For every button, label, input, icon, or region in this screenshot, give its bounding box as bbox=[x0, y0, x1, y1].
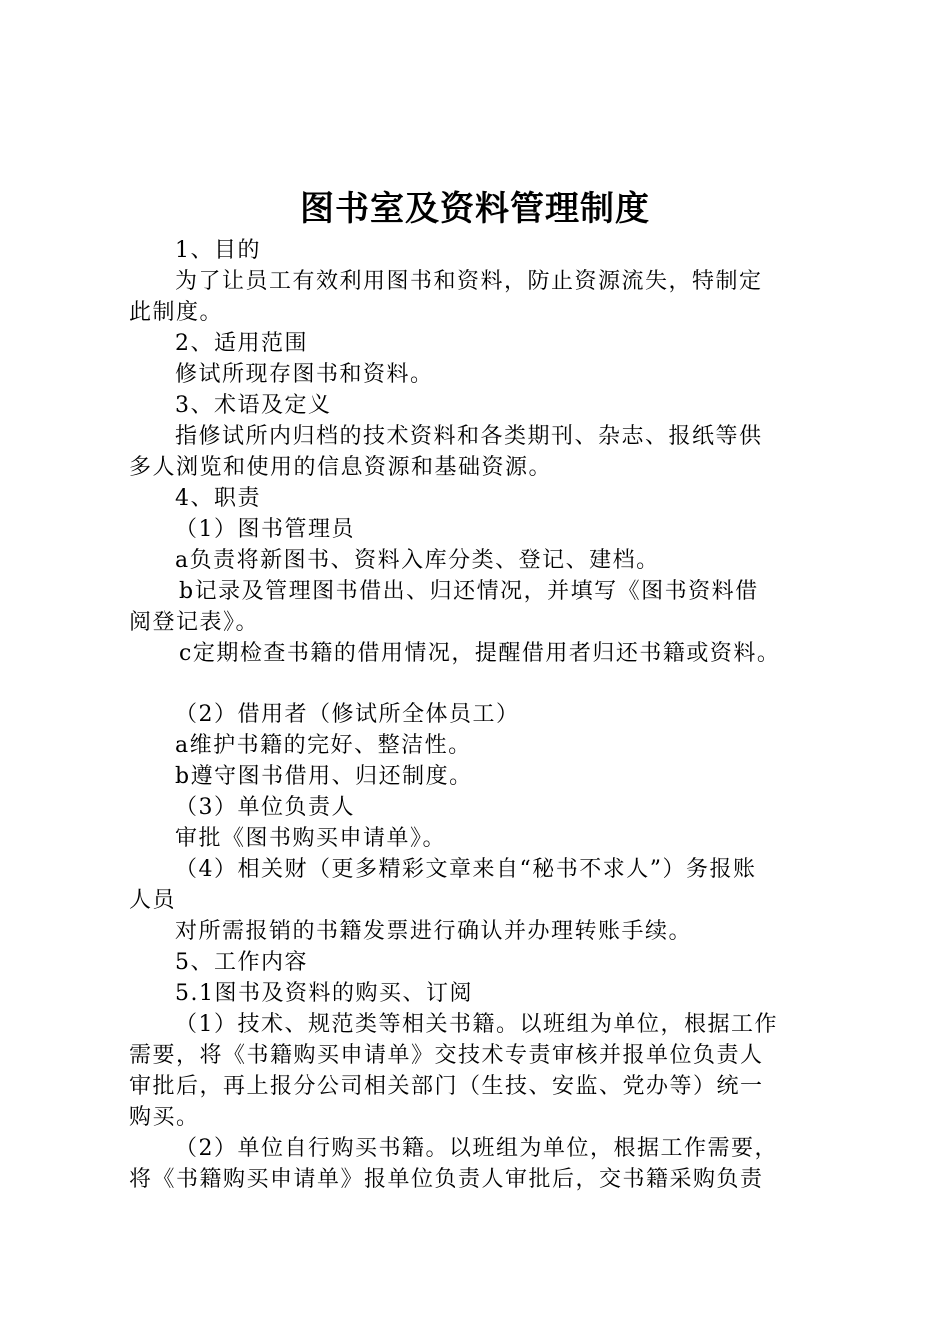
subsection-heading: 5.1图书及资料的购买、订阅 bbox=[175, 981, 473, 1006]
document-body bbox=[129, 235, 839, 1195]
paragraph-line: 将《书籍购买申请单》报单位负责人审批后，交书籍采购负责 bbox=[129, 1167, 764, 1192]
paragraph-line: 审批《图书购买申请单》。 bbox=[175, 826, 447, 851]
paragraph-line: c定期检查书籍的借用情况，提醒借用者归还书籍或资料。 bbox=[179, 641, 781, 666]
subsection-heading: （1）图书管理员 bbox=[175, 517, 355, 542]
section-heading-purpose: 1、目的 bbox=[175, 238, 261, 263]
paragraph-line: 指修试所内归档的技术资料和各类期刊、杂志、报纸等供 bbox=[175, 424, 763, 449]
paragraph-line: a维护书籍的完好、整洁性。 bbox=[175, 733, 472, 758]
section-heading-scope: 2、适用范围 bbox=[175, 331, 308, 356]
paragraph-line: 购买。 bbox=[129, 1105, 200, 1130]
paragraph-line: 人员 bbox=[129, 888, 177, 913]
paragraph-line: 修试所现存图书和资料。 bbox=[175, 362, 434, 387]
paragraph-line: a负责将新图书、资料入库分类、登记、建档。 bbox=[175, 548, 660, 573]
section-heading-work-content: 5、工作内容 bbox=[175, 950, 308, 975]
paragraph-line: 此制度。 bbox=[129, 300, 224, 325]
subsection-heading: （3）单位负责人 bbox=[175, 795, 355, 820]
paragraph-line: b遵守图书借用、归还制度。 bbox=[175, 764, 473, 789]
paragraph-line: 对所需报销的书籍发票进行确认并办理转账手续。 bbox=[175, 919, 693, 944]
section-heading-definitions: 3、术语及定义 bbox=[175, 393, 332, 418]
subsection-heading: （4）相关财（更多精彩文章来自“秘书不求人”）务报账 bbox=[175, 857, 757, 882]
paragraph-line: b记录及管理图书借出、归还情况，并填写《图书资料借 bbox=[179, 579, 759, 604]
paragraph-line: 多人浏览和使用的信息资源和基础资源。 bbox=[129, 455, 553, 480]
paragraph-line: 需要，将《书籍购买申请单》交技术专责审核并报单位负责人 bbox=[129, 1043, 764, 1068]
paragraph-line: 为了让员工有效利用图书和资料，防止资源流失，特制定 bbox=[175, 269, 763, 294]
subsection-heading: （2）借用者（修试所全体员工） bbox=[175, 702, 520, 727]
blank-line bbox=[129, 669, 839, 699]
paragraph-line: （1）技术、规范类等相关书籍。以班组为单位，根据工作 bbox=[175, 1012, 778, 1037]
section-heading-responsibilities: 4、职责 bbox=[175, 486, 261, 511]
paragraph-line: 阅登记表》。 bbox=[129, 610, 260, 635]
paragraph-line: 审批后，再上报分公司相关部门（生技、安监、党办等）统一 bbox=[129, 1074, 764, 1099]
paragraph-line: （2）单位自行购买书籍。以班组为单位，根据工作需要， bbox=[175, 1136, 778, 1161]
document-title: 图书室及资料管理制度 bbox=[300, 189, 650, 229]
